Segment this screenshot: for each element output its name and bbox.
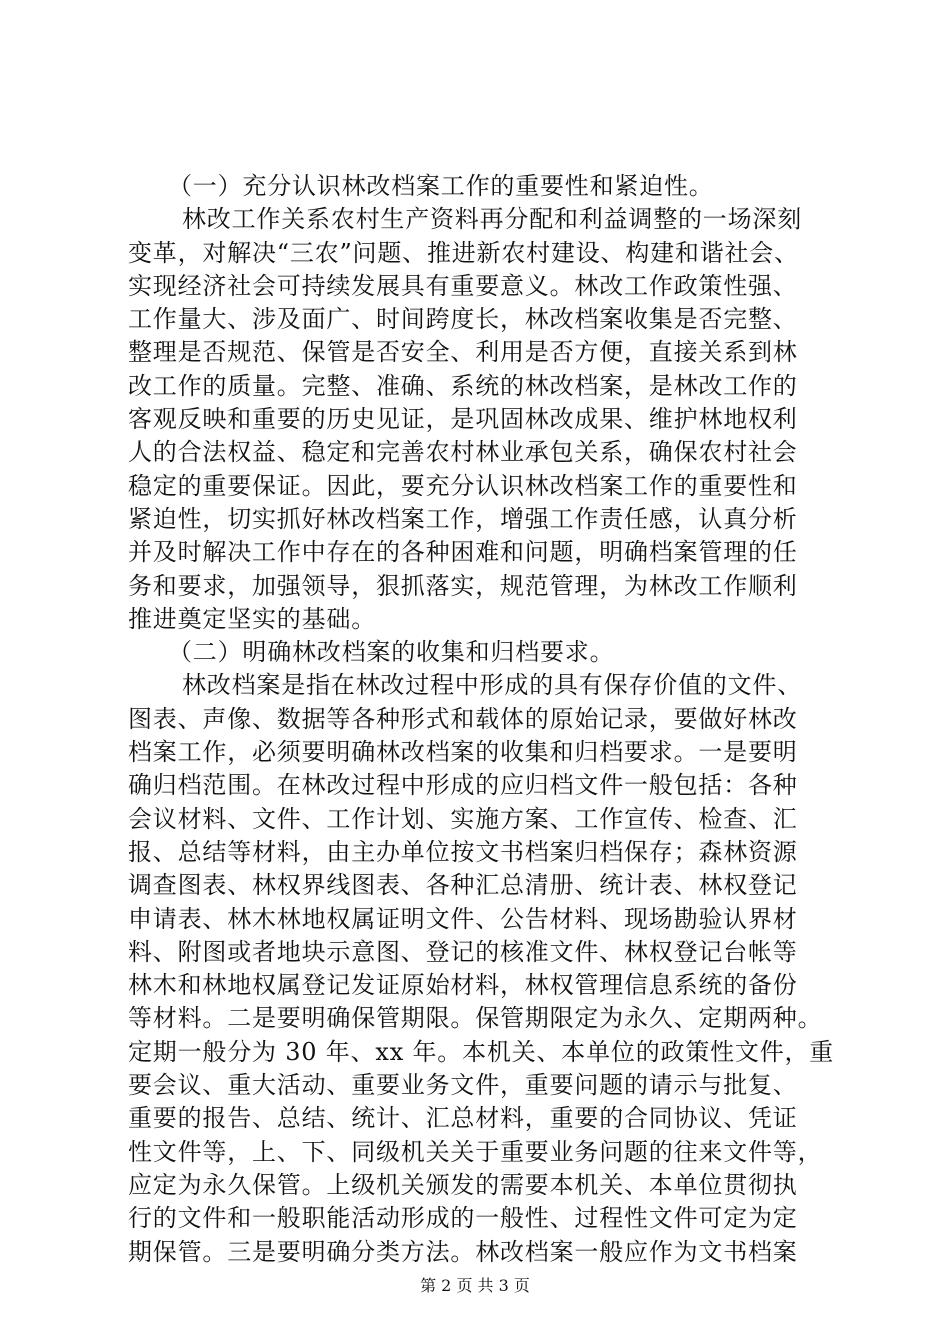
text-line: 性文件等，上、下、同级机关关于重要业务问题的往来文件等， [128, 1137, 823, 1166]
text-line: 要会议、重大活动、重要业务文件，重要问题的请示与批复、 [128, 1071, 798, 1100]
text-line: 等材料。二是要明确保管期限。保管期限定为永久、定期两种。 [128, 1004, 823, 1033]
text-line: 报、总结等材料，由主办单位按文书档案归档保存；森林资源 [128, 837, 798, 866]
text-line: 务和要求，加强领导，狠抓落实，规范管理，为林改工作顺利 [128, 571, 798, 600]
text-line: 调查图表、林权界线图表、各种汇总清册、统计表、林权登记 [128, 871, 798, 900]
text-line: 实现经济社会可持续发展具有重要意义。林改工作政策性强、 [128, 271, 798, 300]
text-line: 行的文件和一般职能活动形成的一般性、过程性文件可定为定 [128, 1204, 798, 1233]
text-line: 改工作的质量。完整、准确、系统的林改档案，是林改工作的 [128, 371, 798, 400]
text-line: 应定为永久保管。上级机关颁发的需要本机关、本单位贯彻执 [128, 1170, 798, 1199]
text-line: 推进奠定坚实的基础。 [128, 604, 376, 633]
text-line: 并及时解决工作中存在的各种困难和问题，明确档案管理的任 [128, 538, 798, 567]
text-line: 工作量大、涉及面广、时间跨度长，林改档案收集是否完整、 [128, 305, 798, 334]
text-line: 档案工作，必须要明确林改档案的收集和归档要求。一是要明 [128, 738, 798, 767]
text-line: 紧迫性，切实抓好林改档案工作，增强工作责任感，认真分析 [128, 504, 798, 533]
text-line: 申请表、林木林地权属证明文件、公告材料、现场勘验认界材 [128, 904, 798, 933]
document-body [128, 170, 838, 1269]
section-heading: （二）明确林改档案的收集和归档要求。 [168, 638, 615, 667]
text-line: 林改档案是指在林改过程中形成的具有保存价值的文件、 [182, 671, 802, 700]
text-line: 整理是否规范、保管是否安全、利用是否方便，直接关系到林 [128, 338, 798, 367]
text-line: 林木和林地权属登记发证原始材料，林权管理信息系统的备份 [128, 971, 798, 1000]
text-line: 期保管。三是要明确分类方法。林改档案一般应作为文书档案 [128, 1237, 798, 1266]
text-line: 客观反映和重要的历史见证，是巩固林改成果、维护林地权利 [128, 405, 798, 434]
text-line: 林改工作关系农村生产资料再分配和利益调整的一场深刻 [182, 205, 802, 234]
text-line: 定期一般分为 30 年、xx 年。本机关、本单位的政策性文件，重 [128, 1037, 835, 1066]
text-line: 料、附图或者地块示意图、登记的核准文件、林权登记台帐等 [128, 937, 798, 966]
text-line: 人的合法权益、稳定和完善农村林业承包关系，确保农村社会 [128, 438, 798, 467]
text-line: 变革，对解决“三农”问题、推进新农村建设、构建和谐社会、 [128, 238, 799, 267]
text-line: 确归档范围。在林改过程中形成的应归档文件一般包括：各种 [128, 771, 798, 800]
text-line: 重要的报告、总结、统计、汇总材料，重要的合同协议、凭证 [128, 1104, 798, 1133]
text-line: 会议材料、文件、工作计划、实施方案、工作宣传、检查、汇 [128, 804, 798, 833]
text-line: 图表、声像、数据等各种形式和载体的原始记录，要做好林改 [128, 704, 798, 733]
section-heading: （一）充分认识林改档案工作的重要性和紧迫性。 [168, 172, 714, 200]
page-footer: 第 2 页 共 3 页 [420, 1276, 530, 1295]
text-line: 稳定的重要保证。因此，要充分认识林改档案工作的重要性和 [128, 471, 798, 500]
